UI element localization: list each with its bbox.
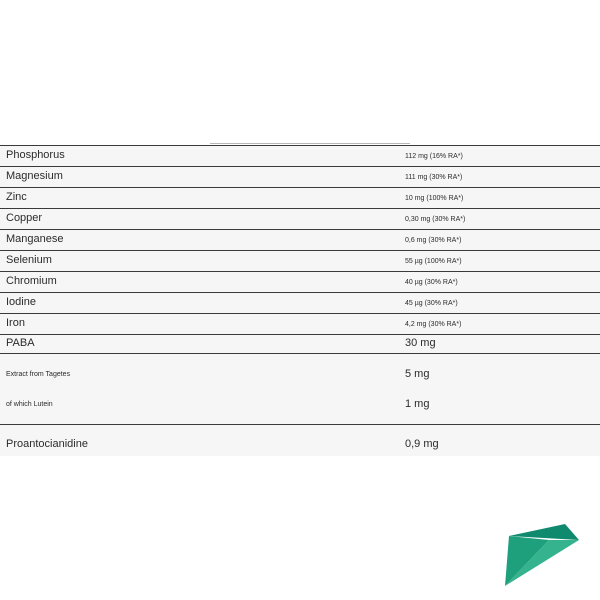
- row-divider: [0, 229, 600, 230]
- nutrient-value: 0,6 mg (30% RA*): [405, 237, 462, 244]
- nutrient-value: 0,9 mg: [405, 438, 439, 450]
- row-divider: [0, 166, 600, 167]
- row-divider: [0, 424, 600, 425]
- nutrient-name: Copper: [6, 212, 43, 224]
- nutrient-value: 45 µg (30% RA*): [405, 300, 458, 307]
- nutrient-name: Proantocianidine: [6, 438, 88, 450]
- nutrient-value: 30 mg: [405, 337, 436, 349]
- nutrient-value: 4,2 mg (30% RA*): [405, 321, 462, 328]
- nutrient-name: Manganese: [6, 233, 64, 245]
- nutrient-value: 0,30 mg (30% RA*): [405, 216, 466, 223]
- nutrient-name: Chromium: [6, 275, 57, 287]
- nutrient-value: 112 mg (16% RA*): [405, 153, 463, 160]
- nutrient-value: 40 µg (30% RA*): [405, 279, 458, 286]
- row-divider: [0, 145, 600, 146]
- nutrient-name: Iron: [6, 317, 25, 329]
- nutrient-value: 1 mg: [405, 398, 430, 410]
- row-divider: [0, 187, 600, 188]
- nutrient-name: Phosphorus: [6, 149, 65, 161]
- nutrient-name: PABA: [6, 337, 35, 349]
- arrow-logo-icon: [505, 522, 581, 588]
- nutrient-name: Iodine: [6, 296, 36, 308]
- nutrient-name: Zinc: [6, 191, 27, 203]
- nutrient-value: 111 mg (30% RA*): [405, 174, 463, 181]
- row-divider: [0, 353, 600, 354]
- row-divider: [0, 271, 600, 272]
- row-divider: [0, 313, 600, 314]
- row-divider: [0, 250, 600, 251]
- row-divider: [0, 292, 600, 293]
- row-divider: [0, 334, 600, 335]
- nutrient-value: 10 mg (100% RA*): [405, 195, 464, 202]
- top-divider: [210, 143, 410, 144]
- nutrient-value: 55 µg (100% RA*): [405, 258, 462, 265]
- nutrient-value: 5 mg: [405, 368, 430, 380]
- nutrient-name: Selenium: [6, 254, 52, 266]
- nutrition-table: [0, 145, 600, 456]
- nutrient-name: of which Lutein: [6, 401, 53, 408]
- nutrient-name: Magnesium: [6, 170, 63, 182]
- row-divider: [0, 208, 600, 209]
- nutrient-name: Extract from Tagetes: [6, 371, 71, 378]
